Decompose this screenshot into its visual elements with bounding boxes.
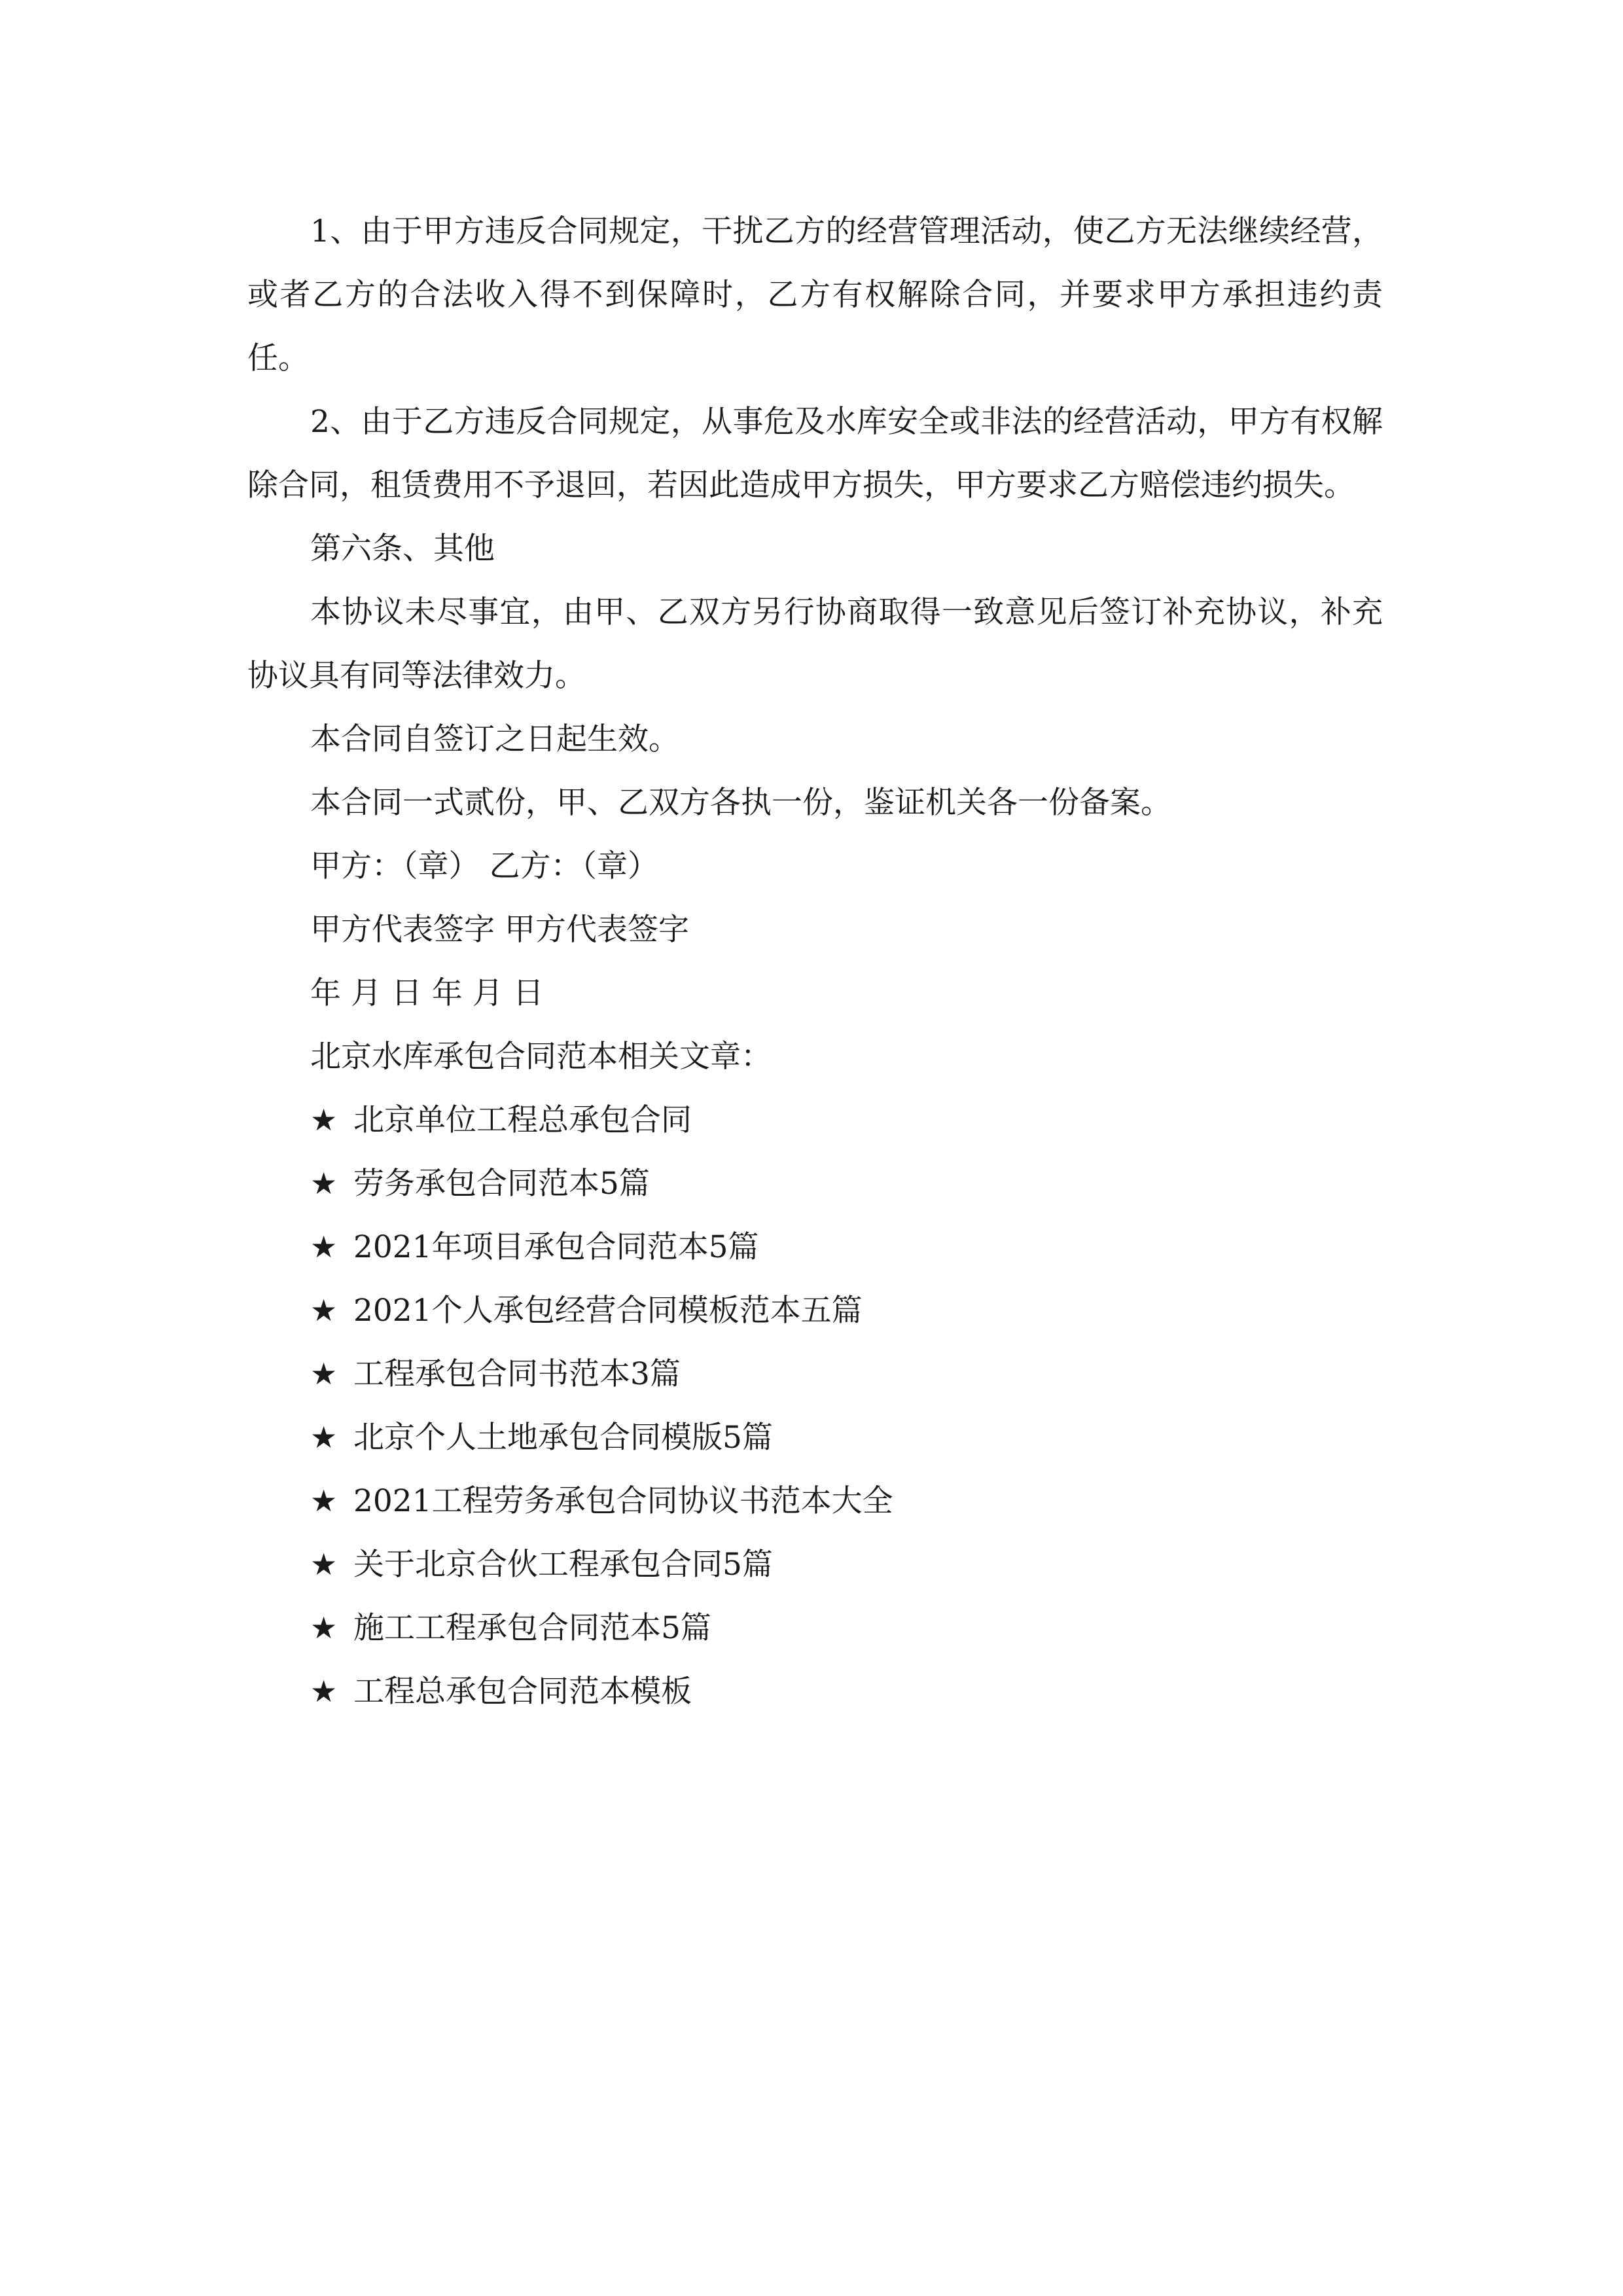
star-icon: ★ (310, 1166, 338, 1201)
star-icon: ★ (310, 1293, 338, 1328)
other-terms-paragraph: 本协议未尽事宜，由甲、乙双方另行协商取得一致意见后签订补充协议，补充协议具有同等法律效力。 (247, 594, 1383, 694)
related-article-title: 工程总承包合同范本模板 (353, 1674, 692, 1710)
section-title: 第六条、其他 (310, 531, 495, 567)
star-icon: ★ (310, 1483, 338, 1518)
effective-line: 本合同自签订之日起生效。 (310, 721, 679, 757)
date-line: 年 月 日 年 月 日 (310, 975, 544, 1011)
related-article-link[interactable] (247, 1533, 1383, 1596)
related-article-title: 关于北京合伙工程承包合同5篇 (353, 1547, 773, 1583)
copies-line: 本合同一式贰份，甲、乙双方各执一份，鉴证机关各一份备案。 (310, 785, 1171, 821)
related-article-link[interactable] (247, 1279, 1383, 1342)
related-article-title: 2021工程劳务承包合同协议书范本大全 (353, 1483, 893, 1519)
document-body (247, 200, 1383, 1723)
signature-line: 甲方代表签字 甲方代表签字 (310, 912, 689, 948)
related-article-link[interactable] (247, 1215, 1383, 1279)
star-icon: ★ (310, 1547, 338, 1582)
related-article-link[interactable] (247, 1406, 1383, 1469)
related-articles-heading: 北京水库承包合同范本相关文章： (310, 1039, 772, 1075)
clause-2-paragraph: 2、由于乙方违反合同规定，从事危及水库安全或非法的经营活动，甲方有权解除合同，租赁费用不予退回，若因此造成甲方损失，甲方要求乙方赔偿违约损失。 (247, 404, 1383, 503)
related-article-title: 北京单位工程总承包合同 (353, 1102, 692, 1138)
related-article-title: 施工工程承包合同范本5篇 (353, 1610, 711, 1646)
related-article-link[interactable] (247, 1152, 1383, 1215)
star-icon: ★ (310, 1610, 338, 1645)
related-article-link[interactable] (247, 1088, 1383, 1152)
related-article-link[interactable] (247, 1342, 1383, 1406)
star-icon: ★ (310, 1102, 338, 1138)
star-icon: ★ (310, 1674, 338, 1709)
star-icon: ★ (310, 1356, 338, 1391)
related-article-link[interactable] (247, 1596, 1383, 1660)
star-icon: ★ (310, 1229, 338, 1265)
related-article-link[interactable] (247, 1660, 1383, 1723)
related-article-title: 北京个人土地承包合同模版5篇 (353, 1420, 773, 1456)
related-article-link[interactable] (247, 1469, 1383, 1533)
clause-1-paragraph: 1、由于甲方违反合同规定，干扰乙方的经营管理活动，使乙方无法继续经营，或者乙方的合法收入得不到保障时，乙方有权解除合同，并要求甲方承担违约责任。 (247, 213, 1383, 376)
related-article-title: 劳务承包合同范本5篇 (353, 1166, 650, 1202)
related-article-title: 2021个人承包经营合同模板范本五篇 (353, 1293, 863, 1329)
related-article-title: 工程承包合同书范本3篇 (353, 1356, 681, 1392)
related-article-title: 2021年项目承包合同范本5篇 (353, 1229, 759, 1265)
seal-line: 甲方：（章） 乙方：（章） (310, 848, 658, 884)
star-icon: ★ (310, 1420, 338, 1455)
related-articles-list (247, 1088, 1383, 1723)
